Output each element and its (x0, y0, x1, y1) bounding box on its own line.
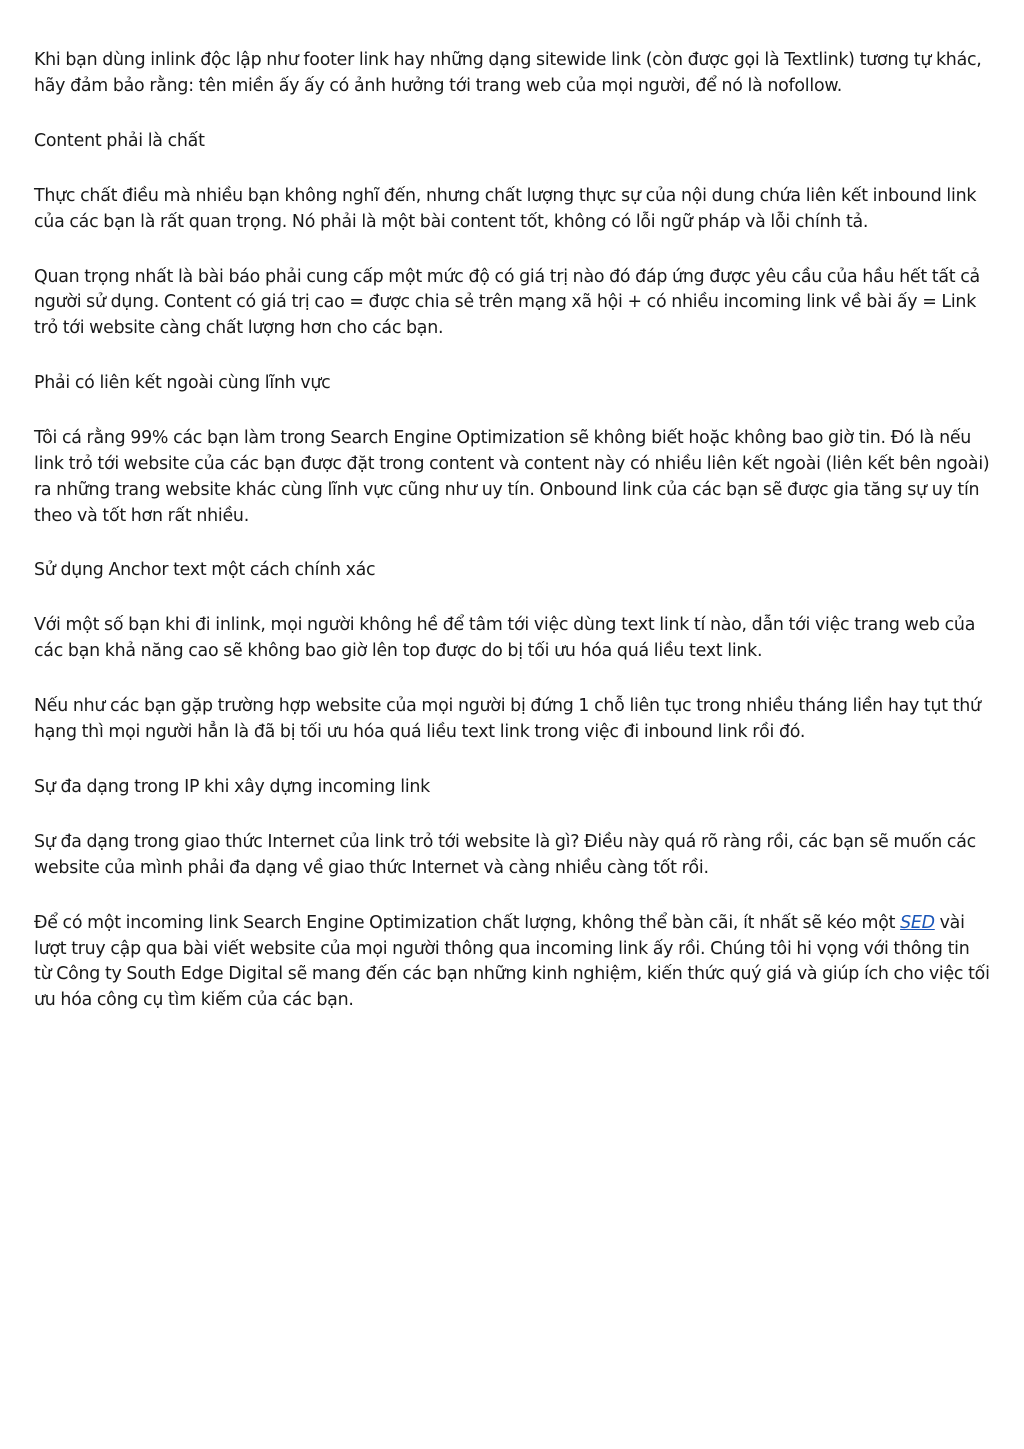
paragraph-content-quality: Thực chất điều mà nhiều bạn không nghĩ đến, nhưng chất lượng thực sự của nội dung chứa liên kết inbound link của các bạn là rất quan trọng. Nó phải là một bài content tốt, không có lỗi ngữ pháp và lỗi chính tả. (34, 185, 977, 232)
section-heading-content-quality: Content phải là chất (34, 130, 205, 151)
paragraph-external-links: Tôi cá rằng 99% các bạn làm trong Search Engine Optimization sẽ không biết hoặc không bao giờ tin. Đó là nếu link trỏ tới website của các bạn được đặt trong content và content này có nhiều liên kết ngoài (liên kết bên ngoài) ra những trang website khác cùng lĩnh vực cũng như uy tín. Onbound link của các bạn sẽ được gia tăng sự uy tín theo và tốt hơn rất nhiều. (34, 428, 990, 526)
section-heading-ip-diversity: Sự đa dạng trong IP khi xây dựng incoming link (34, 777, 430, 798)
conclusion-text-after-link: vài lượt truy cập qua bài viết website của mọi người thông qua incoming link ấy rồi. Chúng tôi hi vọng với thông tin từ Công ty South Edge Digital sẽ mang đến các bạn những kinh nghiệm, kiến thức quý giá và giúp ích cho việc tối ưu hóa công cụ tìm kiếm của các bạn. (34, 912, 990, 1011)
conclusion-text-before-link: Để có một incoming link Search Engine Optimization chất lượng, không thể bàn cãi, ít nhất sẽ kéo một (34, 912, 901, 933)
paragraph-footer-link-nofollow: Khi bạn dùng inlink độc lập như footer link hay những dạng sitewide link (còn được gọi là Textlink) tương tự khác, hãy đảm bảo rằng: tên miền ấy ấy có ảnh hưởng tới trang web của mọi người, để nó là nofollow. (34, 50, 982, 96)
sed-link[interactable]: SED (900, 912, 935, 933)
paragraph-valuable-content: Quan trọng nhất là bài báo phải cung cấp một mức độ có giá trị nào đó đáp ứng được yêu cầu của hầu hết tất cả người sử dụng. Content có giá trị cao = được chia sẻ trên mạng xã hội + có nhiều incoming link về bài ấy = Link trỏ tới website càng chất lượng hơn cho các bạn. (34, 266, 980, 339)
paragraph-anchor-text-overoptimization: Với một số bạn khi đi inlink, mọi người không hề để tâm tới việc dùng text link tí nào, dẫn tới việc trang web của các bạn khả năng cao sẽ không bao giờ lên top được do bị tối ưu hóa quá liều text link. (34, 615, 976, 662)
document-page (34, 48, 990, 1043)
section-heading-external-links: Phải có liên kết ngoài cùng lĩnh vực (34, 373, 331, 394)
paragraph-ranking-drop: Nếu như các bạn gặp trường hợp website của mọi người bị đứng 1 chỗ liên tục trong nhiều tháng liền hay tụt thứ hạng thì mọi người hẳn là đã bị tối ưu hóa quá liều text link trong việc đi inbound link rồi đó. (34, 696, 981, 743)
paragraph-conclusion (34, 911, 990, 1014)
section-heading-anchor-text: Sử dụng Anchor text một cách chính xác (34, 560, 376, 581)
paragraph-ip-diversity: Sự đa dạng trong giao thức Internet của link trỏ tới website là gì? Điều này quá rõ ràng rồi, các bạn sẽ muốn các website của mình phải đa dạng về giao thức Internet và càng nhiều càng tốt rồi. (34, 832, 976, 878)
